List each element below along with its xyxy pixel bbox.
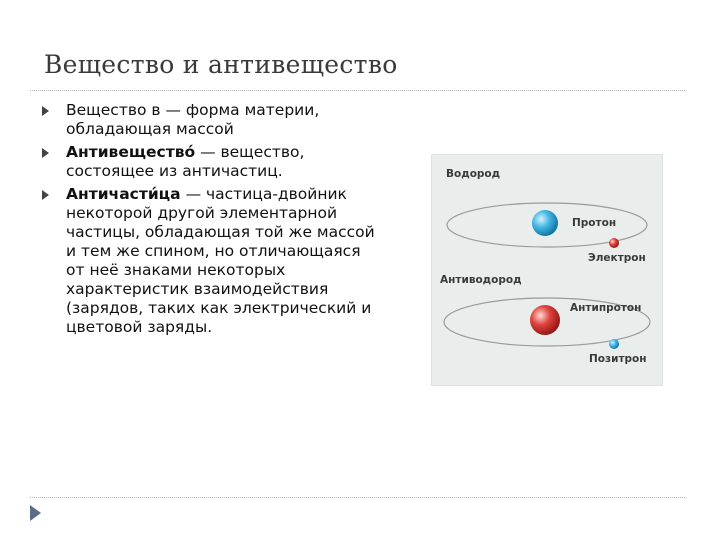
bullet-list	[42, 101, 382, 341]
antiproton-label: Антипротон	[570, 302, 642, 314]
triangle-right-icon	[42, 148, 49, 158]
bullet-item	[42, 143, 382, 181]
bullet-text: Вещество в — форма материи, обладающая массой	[66, 101, 320, 138]
atom-diagram	[432, 155, 662, 385]
electron-sphere	[609, 238, 619, 248]
slide-title: Вещество и антивещество	[44, 50, 398, 79]
electron-label: Электрон	[588, 252, 646, 264]
bullet-term: Антивещество́	[66, 143, 196, 161]
proton-label: Протон	[572, 217, 617, 229]
positron-sphere	[609, 339, 619, 349]
hydrogen-antihydrogen-figure	[431, 154, 663, 386]
proton-sphere	[532, 210, 558, 236]
antiproton-sphere	[530, 305, 560, 335]
bullet-item	[42, 101, 382, 139]
bullet-text: — вещество, состоящее из античастиц.	[66, 143, 305, 180]
triangle-right-icon	[42, 190, 49, 200]
footer-divider	[30, 497, 685, 498]
triangle-right-icon	[42, 106, 49, 116]
bullet-item	[42, 185, 382, 337]
bullet-text: — частица-двойник некоторой другой элементарной частицы, обладающая той же массой и тем же спином, но отличающаяся от неё знаками некоторых характеристик взаимодействия (зарядов, таких как электрический и цветовой заряды.	[66, 185, 375, 336]
bullet-term: Античасти́ца	[66, 185, 181, 203]
next-slide-icon[interactable]	[30, 505, 41, 521]
hydrogen-label: Водород	[446, 168, 501, 180]
antihydrogen-label: Антиводород	[440, 274, 522, 286]
title-divider	[30, 90, 685, 91]
positron-label: Позитрон	[589, 353, 647, 365]
